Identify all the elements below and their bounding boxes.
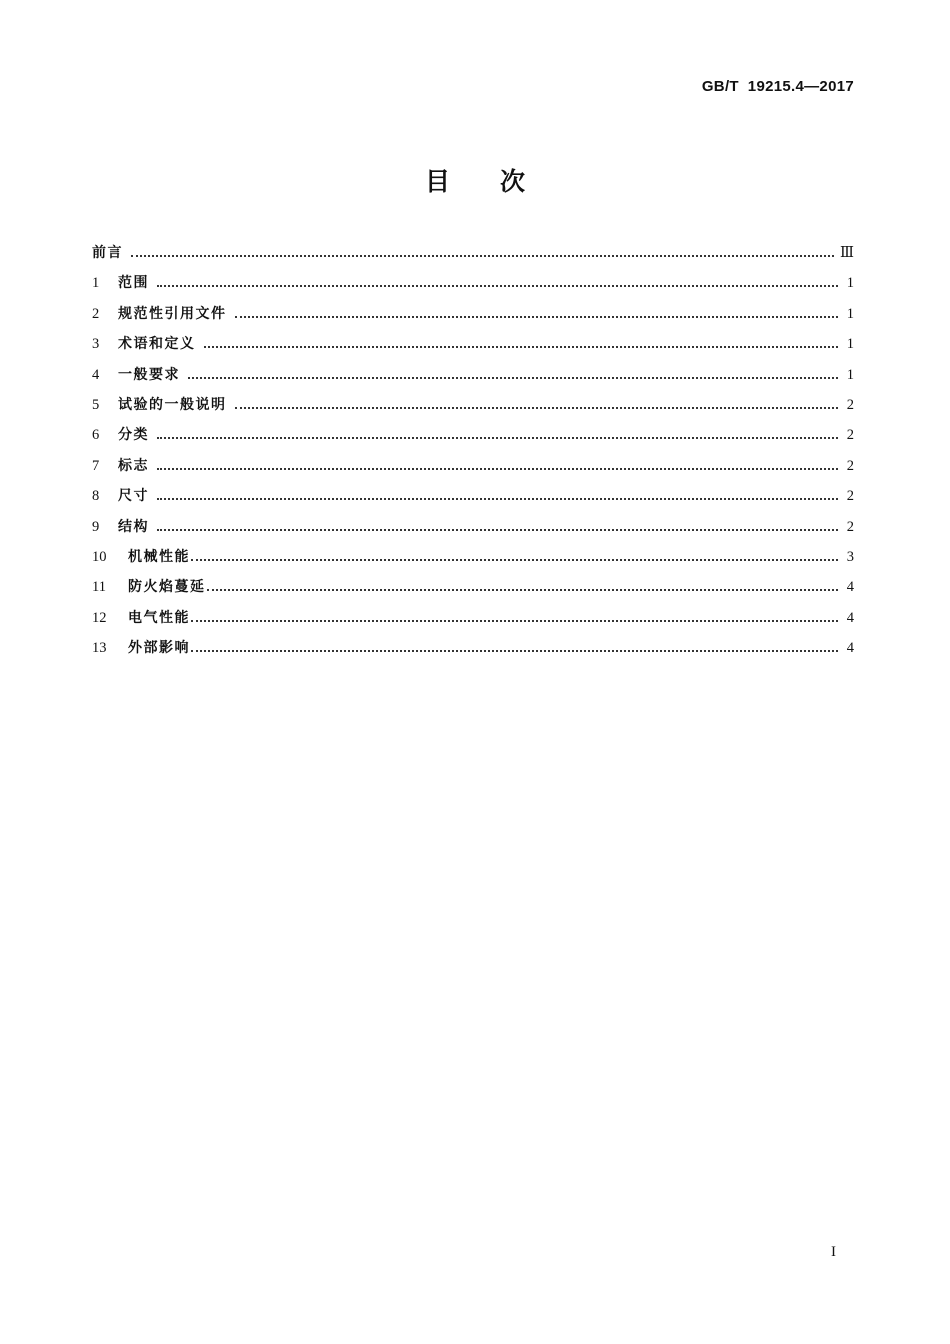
toc-entry-3[interactable] <box>92 333 854 363</box>
toc-entry-page: 4 <box>846 609 854 626</box>
toc-entry-label: 试验的一般说明 <box>118 396 227 413</box>
toc-entry-label: 电气性能 <box>128 609 190 626</box>
toc-entry-label: 尺寸 <box>118 488 149 505</box>
toc-entry-number: 11 <box>92 579 106 596</box>
toc-dot-leader <box>157 437 838 439</box>
toc-dot-leader <box>204 346 839 348</box>
toc-entry-7[interactable] <box>92 455 854 485</box>
toc-entry-number: 12 <box>92 609 107 626</box>
toc-entry-11[interactable] <box>92 576 854 606</box>
toc-entry-page: 2 <box>846 427 854 444</box>
toc-entry-6[interactable] <box>92 424 854 454</box>
toc-entry-4[interactable] <box>92 364 854 394</box>
toc-dot-leader <box>188 377 838 379</box>
toc-entry-label: 标志 <box>118 457 149 474</box>
table-of-contents <box>92 242 854 667</box>
toc-entry-number: 10 <box>92 548 107 565</box>
toc-entry-number: 4 <box>92 366 100 383</box>
toc-entry-number: 6 <box>92 427 100 444</box>
toc-entry-number: 5 <box>92 396 100 413</box>
toc-dot-leader <box>157 468 838 470</box>
page-number: I <box>831 1244 836 1260</box>
toc-dot-leader <box>191 620 838 622</box>
toc-dot-leader <box>235 316 839 318</box>
toc-entry-foreword[interactable] <box>92 242 854 272</box>
toc-entry-9[interactable] <box>92 516 854 546</box>
toc-entry-5[interactable] <box>92 394 854 424</box>
toc-entry-1[interactable] <box>92 272 854 302</box>
toc-entry-page: 2 <box>846 396 854 413</box>
toc-entry-page: 1 <box>846 275 854 292</box>
toc-entry-label: 范围 <box>118 275 149 292</box>
toc-entry-page: 1 <box>846 305 854 322</box>
toc-entry-label: 外部影响 <box>128 640 190 657</box>
toc-entry-label: 分类 <box>118 427 149 444</box>
toc-entry-number: 2 <box>92 305 100 322</box>
toc-entry-number: 9 <box>92 518 100 535</box>
toc-entry-page: 2 <box>846 488 854 505</box>
standard-number: GB/T 19215.4—2017 <box>701 78 854 95</box>
toc-entry-label: 机械性能 <box>128 548 190 565</box>
toc-entry-page: 1 <box>846 336 854 353</box>
toc-entry-page: 2 <box>846 518 854 535</box>
toc-entry-12[interactable] <box>92 607 854 637</box>
toc-entry-label: 防火焰蔓延 <box>128 579 206 596</box>
toc-dot-leader <box>157 285 838 287</box>
toc-entry-8[interactable] <box>92 485 854 515</box>
toc-entry-page: Ⅲ <box>840 245 854 261</box>
toc-entry-number: 13 <box>92 640 107 657</box>
toc-dot-leader <box>191 559 838 561</box>
toc-entry-label: 规范性引用文件 <box>118 305 227 322</box>
toc-dot-leader <box>157 529 838 531</box>
toc-entry-label: 结构 <box>118 518 149 535</box>
toc-dot-leader <box>157 498 838 500</box>
toc-entry-10[interactable] <box>92 546 854 576</box>
toc-entry-page: 3 <box>846 548 854 565</box>
toc-entry-number: 7 <box>92 457 100 474</box>
toc-entry-page: 1 <box>846 366 854 383</box>
toc-dot-leader <box>191 650 838 652</box>
toc-entry-label: 术语和定义 <box>118 336 196 353</box>
toc-entry-number: 8 <box>92 488 100 505</box>
toc-entry-page: 4 <box>846 579 854 596</box>
toc-entry-page: 4 <box>846 640 854 657</box>
toc-dot-leader <box>131 255 834 257</box>
toc-entry-number: 1 <box>92 275 100 292</box>
toc-entry-label: 一般要求 <box>118 366 180 383</box>
toc-entry-2[interactable] <box>92 303 854 333</box>
toc-dot-leader <box>235 407 839 409</box>
toc-entry-13[interactable] <box>92 637 854 667</box>
toc-entry-page: 2 <box>846 457 854 474</box>
page-title: 目次 <box>424 167 575 196</box>
toc-entry-label: 前言 <box>92 245 123 261</box>
toc-dot-leader <box>207 589 839 591</box>
toc-entry-number: 3 <box>92 336 100 353</box>
